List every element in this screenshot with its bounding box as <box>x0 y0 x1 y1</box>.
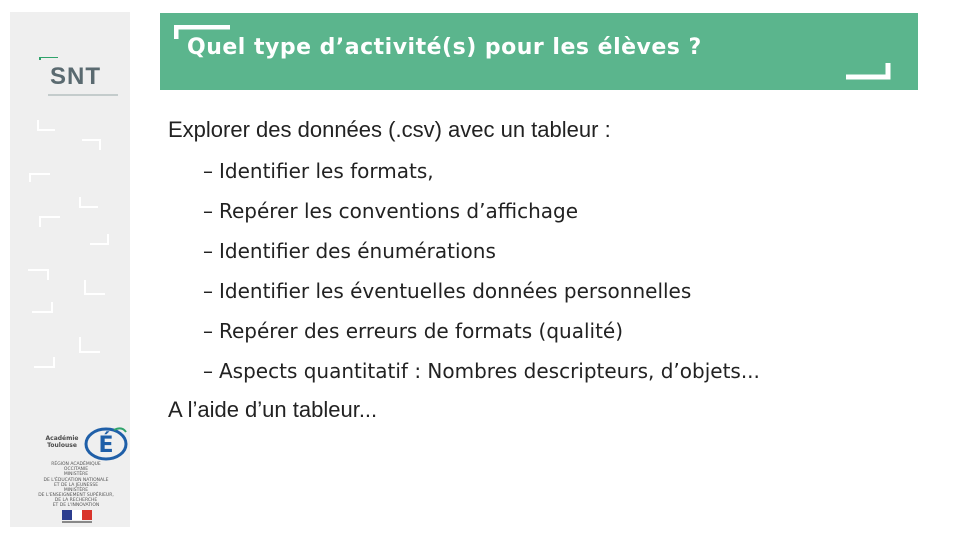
dash-marker: – <box>203 199 213 223</box>
list-item <box>203 153 760 193</box>
dash-marker: – <box>203 359 213 383</box>
list-item <box>203 353 760 393</box>
slide-title: Quel type d’activité(s) pour les élèves ? <box>187 35 702 60</box>
snt-logo-text: SNT <box>50 63 101 90</box>
title-close-bracket-icon <box>844 51 894 81</box>
bullet-text: Repérer des erreurs de formats (qualité) <box>219 319 624 343</box>
academie-line1: Académie <box>45 435 79 442</box>
title-banner <box>160 13 918 90</box>
bullet-text: Identifier les formats, <box>219 159 434 183</box>
ministry-text: RÉGION ACADÉMIQUE OCCITANIE MINISTÈRE DE L'ÉDUCATION NATIONALE ET DE LA JEUNESSE MINISTÈRE DE L'ENSEIGNEMENT SUPÉRIEUR, DE LA RECHERCHE ET DE L'INNOVATION <box>38 462 114 509</box>
bullet-text: Identifier des énumérations <box>219 239 496 263</box>
dash-marker: – <box>203 239 213 263</box>
list-item <box>203 233 760 273</box>
academie-logo-letter: É <box>98 433 114 458</box>
decorative-brackets-icon <box>10 12 130 392</box>
bullet-list <box>203 153 760 393</box>
closing-text: A l’aide d’un tableur... <box>168 397 378 422</box>
bullet-text: Aspects quantitatif : Nombres descripteurs, d’objets... <box>219 359 760 383</box>
bullet-text: Repérer les conventions d’affichage <box>219 199 578 223</box>
sidebar <box>10 12 130 527</box>
dash-marker: – <box>203 319 213 343</box>
academie-line2: Toulouse <box>47 441 77 449</box>
list-item <box>203 193 760 233</box>
academie-e-logo-icon <box>84 426 128 462</box>
list-item <box>203 313 760 353</box>
academie-toulouse-logo <box>24 422 128 527</box>
dash-marker: – <box>203 279 213 303</box>
list-item <box>203 273 760 313</box>
dash-marker: – <box>203 159 213 183</box>
lead-text: Explorer des données (.csv) avec un tableur : <box>168 117 611 142</box>
bullet-text: Identifier les éventuelles données personnelles <box>219 279 692 303</box>
republic-flag-icon <box>62 510 92 524</box>
